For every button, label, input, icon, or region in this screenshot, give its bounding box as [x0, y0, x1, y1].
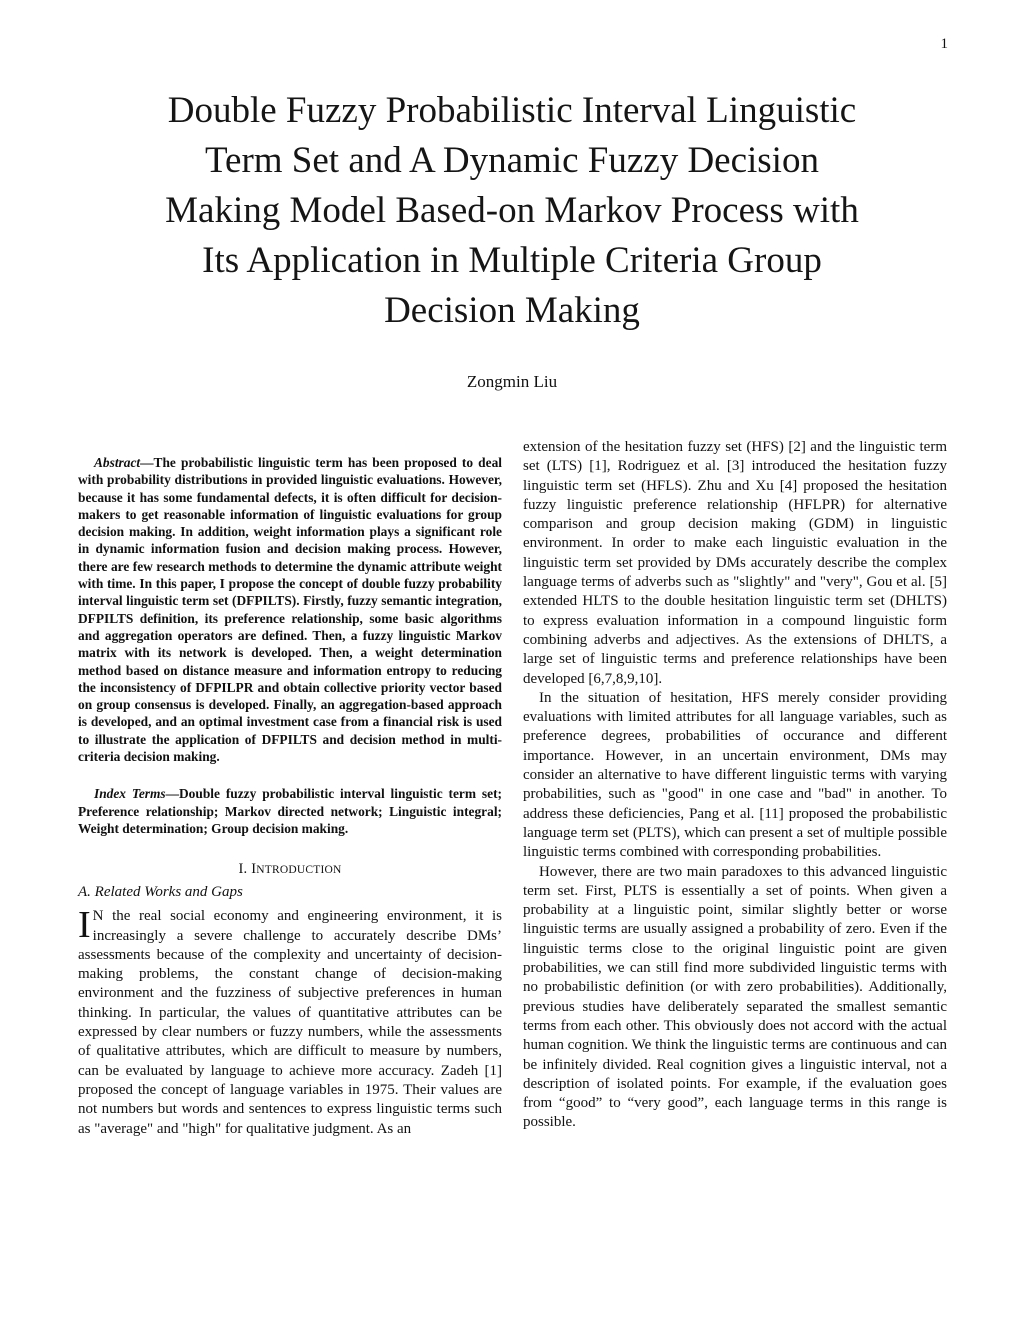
abstract-lead: Abstract: [94, 455, 141, 470]
section-numeral: I.: [238, 861, 248, 878]
abstract-text: —The probabilistic linguistic term has been proposed to deal with probability distributions in provided linguistic evaluations. However, because it has some fundamental defects, it is often difficult for decision-makers to get reasonable information of linguistic evaluations for group decision making. In addition, weight information plays a significant role in dynamic information fusion and decision making process. However, there are few research methods to determine the dynamic attribute weight with time. In this paper, I propose the concept of double fuzzy probability interval linguistic term set (DFPILTS). Firstly, fuzzy semantic integration, DFPILTS definition, its preference relationship, some basic algorithms and aggregation operators are defined. Then, a fuzzy linguistic Markov matrix with its network is developed. Then, a weight determination method based on distance measure and information entropy to reducing the inconsistency of DFPILPR and obtain collective priority vector based on group consensus is developed. Finally, an aggregation-based approach is developed, and an optimal investment case from a financial risk is used to illustrate the application of DFPILTS and decision method in multi-criteria decision making.: [78, 455, 502, 765]
index-terms: [78, 785, 502, 837]
drop-cap: I: [78, 904, 91, 947]
section-heading: [78, 861, 502, 878]
title-line: Making Model Based-on Markov Process with: [165, 190, 859, 231]
intro-text: N the real social economy and engineering environment, it is increasingly a severe challenge to accurately describe DMs’ assessments because of the complexity and uncertainty of decision-making problems, the constant change of decision-making environment and the fuzziness of subjective preferences in human thinking. In particular, the values of quantitative attributes can be expressed by clear numbers or fuzzy numbers, while the assessments of qualitative attributes, which are difficult to measure by numbers, can be evaluated by language to achieve more accuracy. Zadeh [1] proposed the concept of language variables in 1975. Their values are not numbers but words and sentences to express linguistic terms such as "average" and "high" for qualitative judgment. As an: [78, 908, 502, 1137]
subsection-heading: A. Related Works and Gaps: [78, 884, 243, 901]
title-line: Decision Making: [384, 290, 640, 331]
body-paragraph: However, there are two main paradoxes to this advanced linguistic term set. First, PLTS is essentially a set of points. When given a probability at a linguistic point, similar slightly better or worse linguistic terms are usually assigned a probability of zero. Even if the linguistic terms close to the original linguistic point are given probabilities, we can still find more subdivided linguistic terms with no probabilistic definition (or with zero probabilities). Additionally, previous studies have deliberately separated the smallest semantic terms from each other. This obviously does not accord with the actual human cognition. We think the linguistic terms are continuous and can be infinitely divided. Real cognition gives a linguistic interval, not a description of isolated points. For example, if the evaluation goes from “good” to “very good”, each language terms in this range is possible.: [523, 863, 947, 1131]
index-terms-lead: Index Terms: [94, 786, 166, 802]
body-paragraph: extension of the hesitation fuzzy set (HFS) [2] and the linguistic term set (LTS) [1], Rodriguez et al. [3] introduced the hesitation fuzzy linguistic term set (HFLS). Zhu and Xu [4] proposed the hesitation fuzzy linguistic preference relationship (HFLPR) for alternative comparison and group decision making (GDM) in linguistic environment. In order to make each linguistic evaluation in the linguistic term set provided by DMs accurately describe the complex language terms of adverbs such as "slightly" and "very", Gou et al. [5] extended HLTS to the double hesitation linguistic term set (DHLTS) to express evaluation information in a compound linguistic form combining adverbs and adjectives. As the extensions of DHLTS, a large set of linguistic terms and preference relationships have been developed [6,7,8,9,10].: [523, 439, 947, 687]
right-column: [523, 438, 947, 1133]
title-line: Double Fuzzy Probabilistic Interval Linguistic: [167, 90, 857, 131]
page-number: 1: [940, 36, 948, 52]
section-initial: I: [251, 861, 257, 878]
intro-paragraph: [78, 904, 502, 1139]
title-line: Term Set and A Dynamic Fuzzy Decision: [205, 140, 819, 181]
body-paragraph: In the situation of hesitation, HFS merely consider providing evaluations with limited attributes for all language variables, such as preference degrees, probabilities of occurance and different importance. However, in an uncertain environment, DMs may consider an alternative to have different linguistic terms with varying probabilities, such as "good" in one case and "bad" in another. To address these deficiencies, Pang et al. [11] proposed the probabilistic language term set (PLTS), which can present a set of multiple possible linguistic terms combined with corresponding probabilities.: [523, 689, 947, 861]
index-terms-text: —Double fuzzy probabilistic interval linguistic term set; Preference relationship; Markov directed network; Linguistic integral; Weight determination; Group decision making.: [78, 786, 502, 836]
title-line: Its Application in Multiple Criteria Group: [202, 240, 822, 281]
paper-title: [100, 86, 924, 336]
author-name: Zongmin Liu: [466, 372, 558, 391]
left-column: [78, 438, 502, 1139]
section-rest: NTRODUCTION: [256, 864, 342, 877]
abstract: [78, 454, 502, 765]
